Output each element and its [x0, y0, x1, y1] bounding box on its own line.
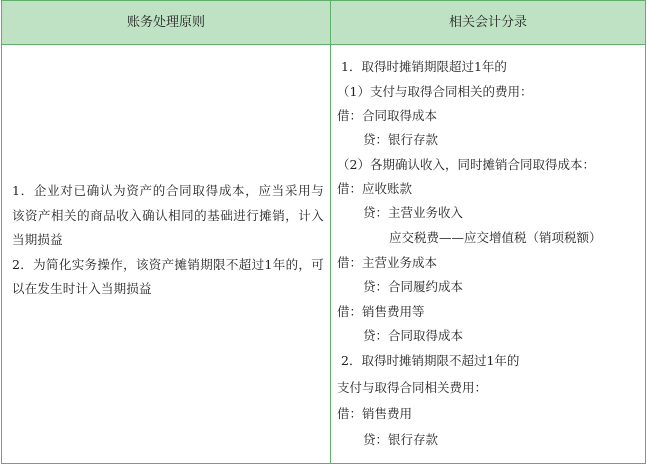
- entry-line: 贷：合同取得成本: [363, 328, 464, 343]
- table-header: [2, 1, 645, 45]
- entry-line: 借：应收账款: [337, 181, 413, 196]
- entry-line: 支付与取得合同相关费用：: [337, 380, 488, 395]
- entry-line: 借：销售费用: [337, 406, 413, 421]
- principle-2: 2．为简化实务操作，该资产摊销期限不超过1年的，可以在发生时计入当期损益: [12, 256, 324, 296]
- entry-line: 借：销售费用等: [337, 304, 425, 319]
- entry-line: （2）各期确认收入，同时摊销合同取得成本：: [337, 157, 595, 172]
- entry-line: 借：主营业务成本: [337, 255, 438, 270]
- column-divider: [330, 1, 331, 463]
- entry-line: 贷：主营业务收入: [363, 205, 464, 220]
- header-entries: 相关会计分录: [448, 15, 527, 30]
- principles-cell: [12, 179, 324, 302]
- principle-1: 1．企业对已确认为资产的合同取得成本，应当采用与该资产相关的商品收入确认相同的基础进行摊销，计入当期损益: [12, 183, 324, 247]
- entry-line: （1）支付与取得合同相关的费用：: [337, 84, 533, 99]
- entry-line: 1．取得时摊销期限超过1年的: [341, 59, 507, 74]
- entry-line: 贷：银行存款: [363, 432, 439, 447]
- entry-line: 借：合同取得成本: [337, 108, 438, 123]
- entry-line: 2．取得时摊销期限不超过1年的: [341, 353, 520, 368]
- header-principles: 账务处理原则: [126, 15, 205, 30]
- entry-line: 贷：银行存款: [363, 132, 439, 147]
- entry-line: 贷：合同履约成本: [363, 279, 464, 294]
- entry-line: 应交税费——应交增值税（销项税额）: [389, 230, 602, 245]
